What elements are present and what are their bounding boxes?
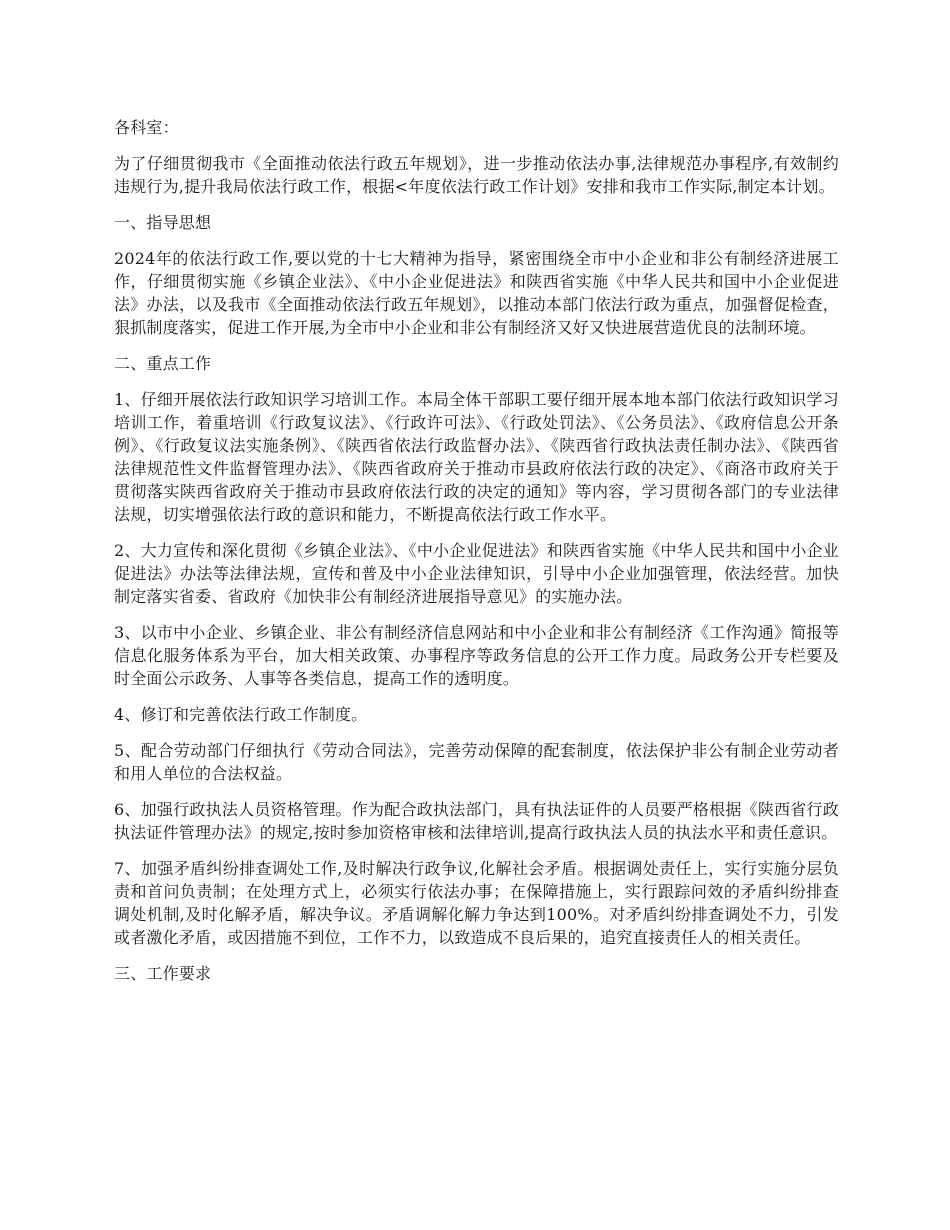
intro-paragraph: 为了仔细贯彻我市《全面推动依法行政五年规划》，进一步推动依法办事,法律规范办事程序,有效制约违规行为,提升我局依法行政工作，根据<年度依法行政工作计划》安排和我市工作实际,制定本计划。: [114, 154, 839, 196]
salutation: 各科室：: [114, 118, 179, 137]
section-3-heading: 三、工作要求: [114, 964, 212, 983]
work-item-7: 7、加强矛盾纠纷排查调处工作,及时解决行政争议,化解社会矛盾。根据调处责任上，实行实施分层负责和首问负责制；在处理方式上，必须实行依法办事；在保障措施上，实行跟踪问效的矛盾纠纷排查调处机制,及时化解矛盾，解决争议。矛盾调解化解力争达到100%。对矛盾纠纷排查调处不力，引发或者激化矛盾，或因措施不到位，工作不力，以致造成不良后果的，追究直接责任人的相关责任。: [114, 859, 839, 947]
work-item-5: 5、配合劳动部门仔细执行《劳动合同法》，完善劳动保障的配套制度，依法保护非公有制企业劳动者和用人单位的合法权益。: [114, 741, 839, 783]
work-item-1: 1、仔细开展依法行政知识学习培训工作。本局全体干部职工要仔细开展本地本部门依法行政知识学习培训工作，着重培训《行政复议法》、《行政许可法》、《行政处罚法》、《公务员法》、《政府信息公开条例》、《行政复议法实施条例》、《陕西省依法行政监督办法》、《陕西省行政执法责任制办法》、《陕西省法律规范性文件监督管理办法》、《陕西省政府关于推动市县政府依法行政的决定》、《商洛市政府关于贯彻落实陕西省政府关于推动市县政府依法行政的决定的通知》等内容，学习贯彻各部门的专业法律法规，切实增强依法行政的意识和能力，不断提高依法行政工作水平。: [114, 390, 839, 524]
work-item-4: 4、修订和完善依法行政工作制度。: [114, 705, 368, 724]
section-1-paragraph: 2024年的依法行政工作,要以党的十七大精神为指导，紧密围绕全市中小企业和非公有制经济进展工作，仔细贯彻实施《乡镇企业法》、《中小企业促进法》和陕西省实施《中华人民共和国中小企业促进法》办法，以及我市《全面推动依法行政五年规划》，以推动本部门依法行政为重点，加强督促检查，狠抓制度落实，促进工作开展,为全市中小企业和非公有制经济又好又快进展营造优良的法制环境。: [114, 249, 839, 337]
section-2-heading: 二、重点工作: [114, 354, 212, 373]
document-page: [114, 116, 839, 998]
work-item-3: 3、以市中小企业、乡镇企业、非公有制经济信息网站和中小企业和非公有制经济《工作沟通》简报等信息化服务体系为平台，加大相关政策、办事程序等政务信息的公开工作力度。局政务公开专栏要及时全面公示政务、人事等各类信息，提高工作的透明度。: [114, 623, 839, 688]
section-1-heading: 一、指导思想: [114, 213, 212, 232]
work-item-2: 2、大力宣传和深化贯彻《乡镇企业法》、《中小企业促进法》和陕西省实施《中华人民共和国中小企业促进法》办法等法律法规，宣传和普及中小企业法律知识，引导中小企业加强管理，依法经营。加快制定落实省委、省政府《加快非公有制经济进展指导意见》的实施办法。: [114, 541, 839, 606]
work-item-6: 6、加强行政执法人员资格管理。作为配合政执法部门，具有执法证件的人员要严格根据《陕西省行政执法证件管理办法》的规定,按时参加资格审核和法律培训,提高行政执法人员的执法水平和责任意识。: [114, 800, 839, 842]
